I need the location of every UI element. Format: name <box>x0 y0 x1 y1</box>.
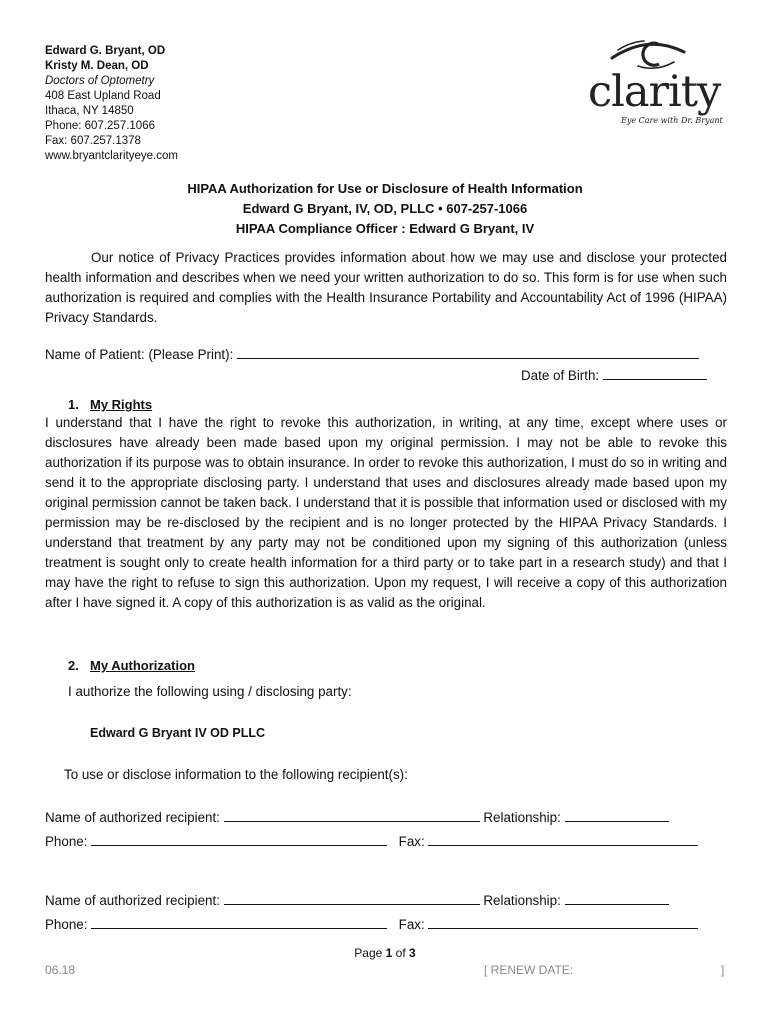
phone-label: Phone: <box>45 917 88 932</box>
recipient-name-label: Name of authorized recipient: <box>45 893 220 908</box>
form-version: 06.18 <box>45 963 76 977</box>
practice-website: www.bryantclarityeye.com <box>45 150 178 162</box>
recipient-2-name-field <box>45 891 669 910</box>
dob-field <box>521 366 707 385</box>
patient-name-input[interactable] <box>237 345 699 359</box>
intro-text: Our notice of Privacy Practices provides information about how we may use and disclose your protected health information and describes when we need your written authorization to do so. This form is for use when such authorization is required and complies with the Health Insurance Portability and Accountability Act of 1996 (HIPAA) Privacy Standards. <box>45 250 727 325</box>
recipient-2-phone-input[interactable] <box>91 915 387 929</box>
dob-label: Date of Birth: <box>521 368 600 383</box>
page-of: of <box>395 946 406 960</box>
practice-title-line: Edward G Bryant, IV, OD, PLLC • 607-257-1066 <box>242 201 528 216</box>
address-street: 408 East Upland Road <box>45 90 161 102</box>
form-title-block <box>0 179 770 239</box>
recipient-name-label: Name of authorized recipient: <box>45 810 220 825</box>
intro-paragraph <box>45 248 727 328</box>
section-number: 1. <box>68 397 79 412</box>
relationship-label: Relationship: <box>483 893 561 908</box>
page-number <box>0 946 770 960</box>
relationship-label: Relationship: <box>483 810 561 825</box>
authorization-intro: I authorize the following using / disclosing party: <box>68 684 352 699</box>
disclosing-party: Edward G Bryant IV OD PLLC <box>90 726 266 740</box>
form-title: HIPAA Authorization for Use or Disclosure of Health Information <box>187 181 583 196</box>
doctor-name: Edward G. Bryant, OD <box>45 45 166 57</box>
practice-fax: Fax: 607.257.1378 <box>45 135 141 147</box>
recipient-1-fax-input[interactable] <box>428 832 698 846</box>
phone-label: Phone: <box>45 834 88 849</box>
recipient-1-contact-field <box>45 832 698 851</box>
compliance-officer-line: HIPAA Compliance Officer : Edward G Bryant, IV <box>235 221 535 236</box>
patient-name-label: Name of Patient: (Please Print): <box>45 347 234 362</box>
recipient-1-phone-input[interactable] <box>91 832 387 846</box>
clarity-logo <box>588 38 738 130</box>
section-my-authorization-heading <box>68 657 195 675</box>
doctor-name: Kristy M. Dean, OD <box>45 60 149 72</box>
section-number: 2. <box>68 658 79 673</box>
section-title: My Authorization <box>90 658 195 673</box>
renew-date-close: ] <box>721 963 725 977</box>
recipients-intro: To use or disclose information to the following recipient(s): <box>64 767 408 782</box>
recipient-2-name-input[interactable] <box>224 891 480 905</box>
recipient-1-name-field <box>45 808 669 827</box>
patient-name-field <box>45 345 699 364</box>
logo-tagline: Eye Care with Dr. Bryant <box>621 116 723 125</box>
my-rights-paragraph: I understand that I have the right to revoke this authorization, in writing, at any time, except where uses or disclosures have already been made based upon my original permission. I may not be able to revoke this authorization if its purpose was to obtain insurance. In order to revoke this authorization, I must do so in writing and send it to the appropriate disclosing party. I understand that uses and disclosures already made based upon my original permission cannot be taken back. I understand that it is possible that information used or disclosed with my permission may be re-disclosed by the recipient and is no longer protected by the HIPAA Privacy Standards. I understand that treatment by any party may not be conditioned upon my signing of this authorization (unless treatment is sought only to create health information for a third party or to take part in a research study) and that I may have the right to refuse to sign this authorization. Upon my request, I will receive a copy of this authorization after I have signed it. A copy of this authorization is as valid as the original. <box>45 415 727 610</box>
fax-label: Fax: <box>398 917 425 932</box>
recipient-2-contact-field <box>45 915 698 934</box>
page-current: 1 <box>385 946 393 960</box>
practice-address-block <box>45 44 178 164</box>
recipient-2-fax-input[interactable] <box>428 915 698 929</box>
recipient-1-relationship-input[interactable] <box>565 808 669 822</box>
page-prefix: Page <box>354 946 383 960</box>
renew-date-label: [ RENEW DATE: <box>484 963 574 977</box>
recipient-2-relationship-input[interactable] <box>565 891 669 905</box>
address-city: Ithaca, NY 14850 <box>45 105 134 117</box>
section-my-rights-heading <box>68 396 152 414</box>
recipient-1-name-input[interactable] <box>224 808 480 822</box>
dob-input[interactable] <box>603 366 707 380</box>
page-total: 3 <box>409 946 416 960</box>
practice-specialty: Doctors of Optometry <box>45 75 155 87</box>
section-title: My Rights <box>90 397 153 412</box>
practice-phone: Phone: 607.257.1066 <box>45 120 155 132</box>
logo-wordmark: clarity <box>588 67 721 117</box>
fax-label: Fax: <box>398 834 425 849</box>
